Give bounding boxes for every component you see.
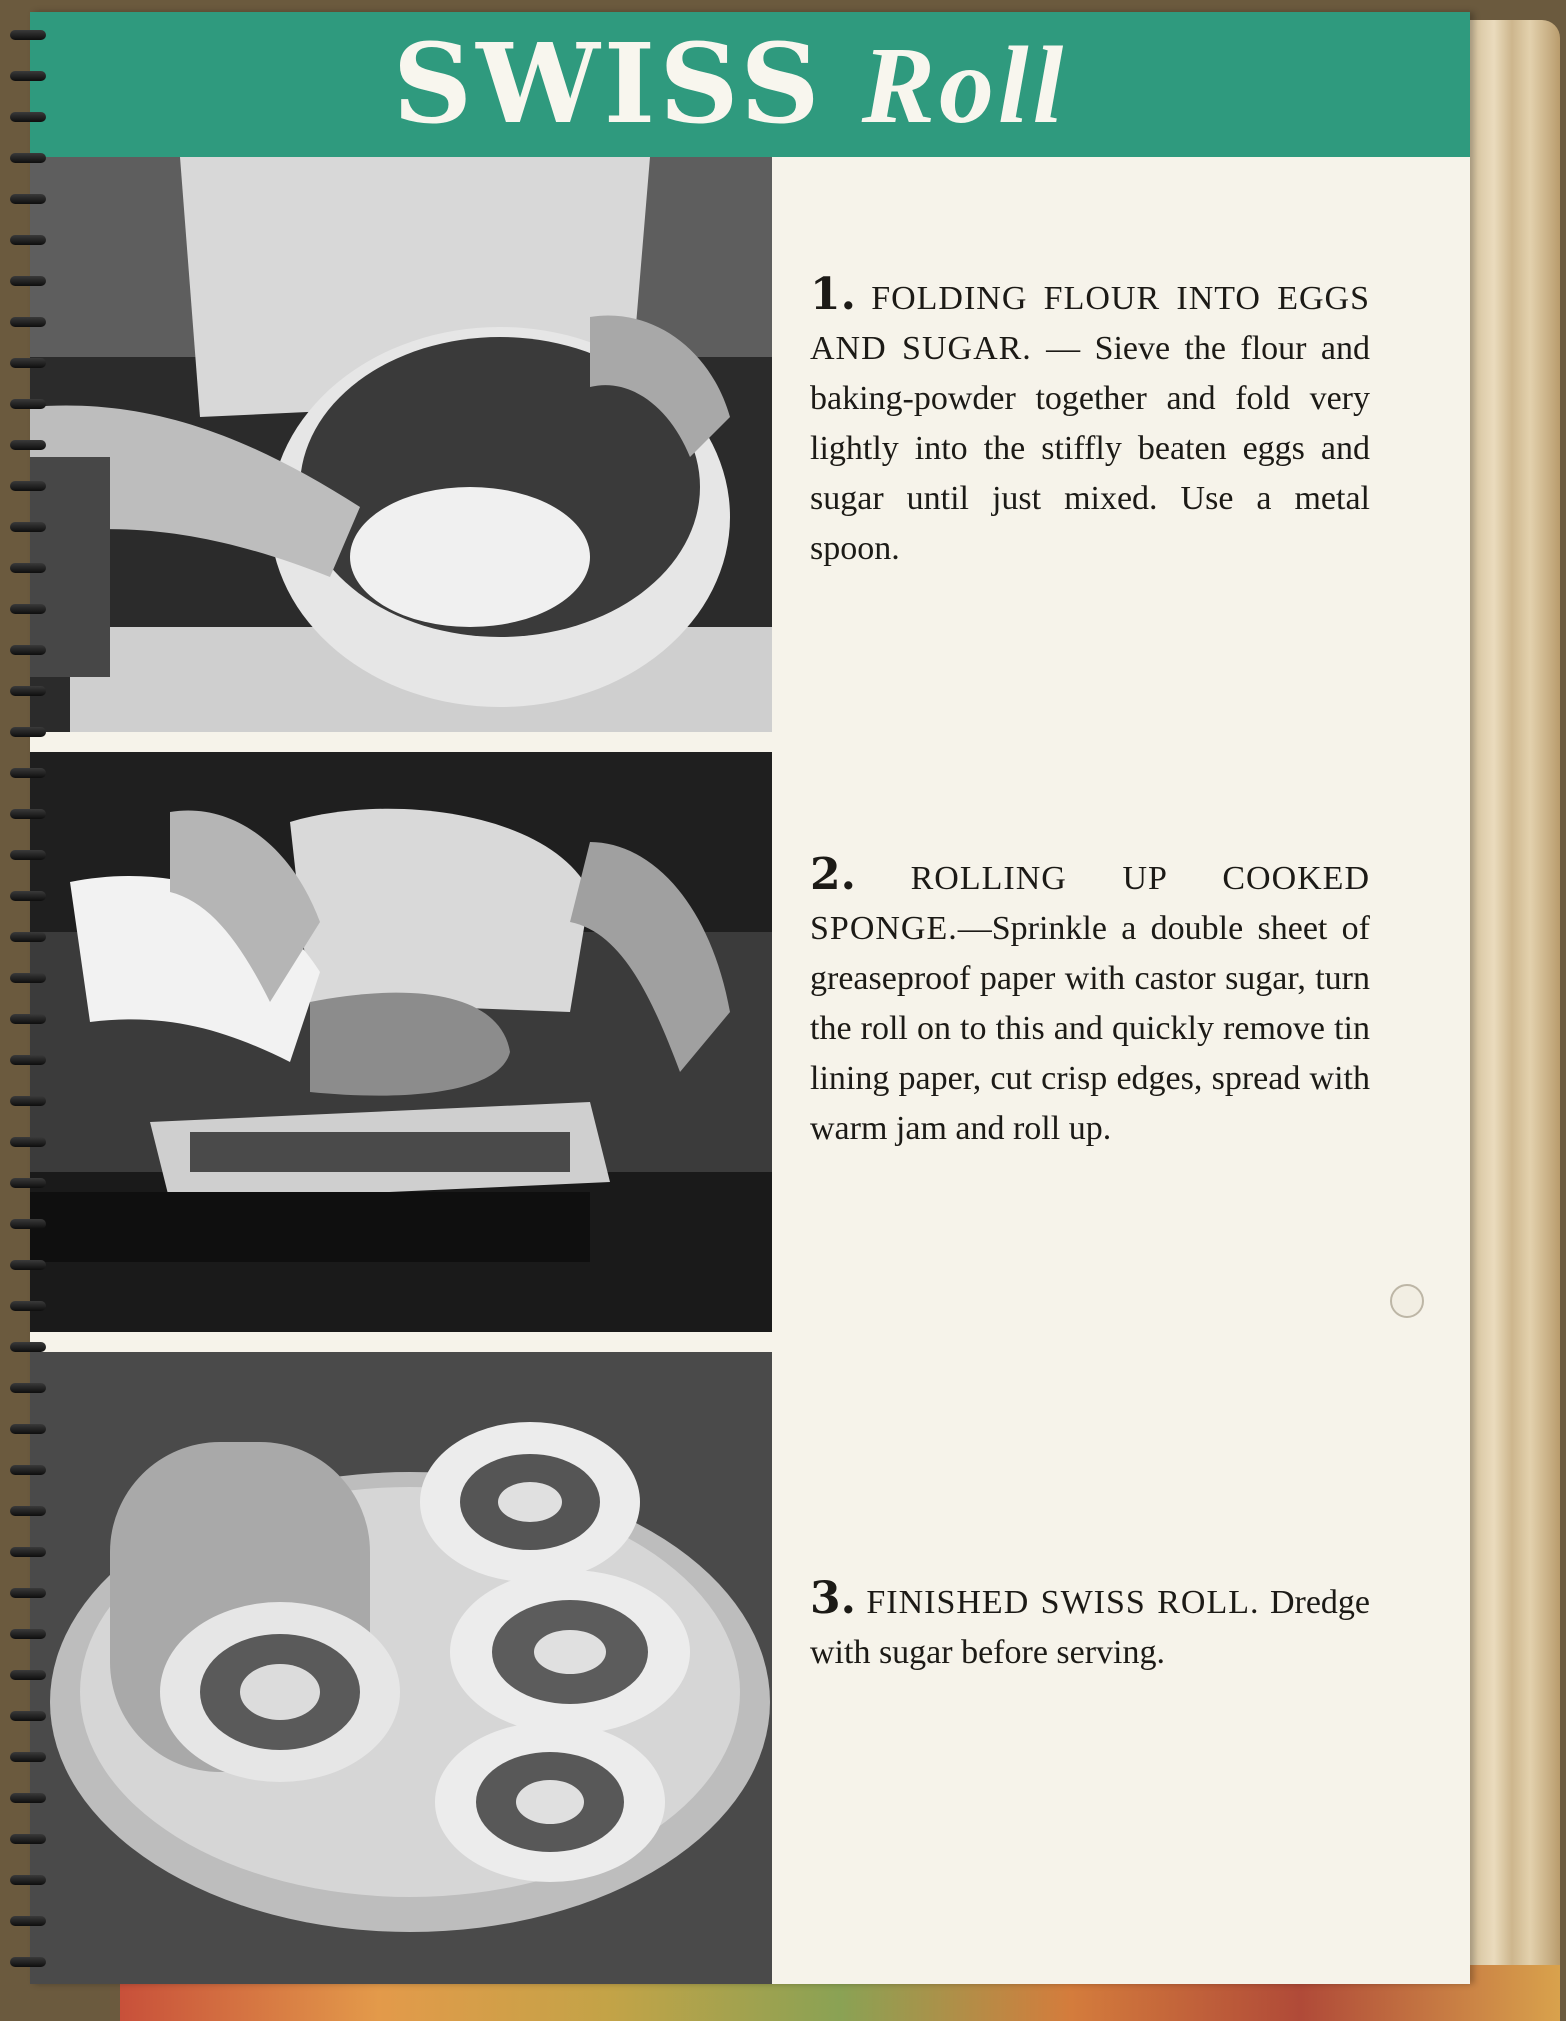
spiral-binding xyxy=(6,20,50,1980)
spiral-ring xyxy=(10,1957,46,1967)
spiral-ring xyxy=(10,973,46,983)
spiral-ring xyxy=(10,1793,46,1803)
spiral-ring xyxy=(10,1137,46,1147)
spiral-ring xyxy=(10,1629,46,1639)
spiral-ring xyxy=(10,1752,46,1762)
spiral-ring xyxy=(10,399,46,409)
finished-roll-photo xyxy=(30,1352,772,1984)
spiral-ring xyxy=(10,71,46,81)
spiral-ring xyxy=(10,1260,46,1270)
spiral-ring xyxy=(10,1588,46,1598)
photo-divider xyxy=(30,1332,772,1352)
spiral-ring xyxy=(10,112,46,122)
page-title xyxy=(392,19,1068,148)
title-word-swiss: SWISS xyxy=(392,19,824,148)
photo-divider xyxy=(30,732,772,752)
photo-column xyxy=(30,157,772,1984)
step-2 xyxy=(810,850,1370,1154)
spiral-ring xyxy=(10,1465,46,1475)
step-text: — Sieve the flour and baking-powder together and fold very lightly into the stiffly beaten eggs and sugar until just mixed. Use a metal spoon. xyxy=(810,330,1370,567)
spiral-ring xyxy=(10,891,46,901)
spiral-ring xyxy=(10,645,46,655)
folding-flour-photo xyxy=(30,157,772,732)
spiral-ring xyxy=(10,194,46,204)
spiral-ring xyxy=(10,809,46,819)
step-number: 3. xyxy=(810,1573,856,1624)
step-number: 2. xyxy=(810,849,856,900)
spiral-ring xyxy=(10,153,46,163)
spiral-ring xyxy=(10,768,46,778)
spiral-ring xyxy=(10,604,46,614)
spiral-ring xyxy=(10,1834,46,1844)
spiral-ring xyxy=(10,1014,46,1024)
step-text: —Sprinkle a double sheet of greaseproof paper with castor sugar, turn the roll on to this and quickly remove tin lining paper, cut crisp edges, spread with warm jam and roll up. xyxy=(810,910,1370,1147)
spiral-ring xyxy=(10,1547,46,1557)
spiral-ring xyxy=(10,1711,46,1721)
spiral-ring xyxy=(10,522,46,532)
step-text: Dredge with sugar before serving. xyxy=(810,1584,1370,1671)
title-word-roll: Roll xyxy=(861,24,1068,146)
spiral-ring xyxy=(10,1178,46,1188)
spiral-ring xyxy=(10,1383,46,1393)
spiral-ring xyxy=(10,1301,46,1311)
spiral-ring xyxy=(10,235,46,245)
spiral-ring xyxy=(10,686,46,696)
spiral-ring xyxy=(10,563,46,573)
spiral-ring xyxy=(10,1096,46,1106)
spiral-ring xyxy=(10,1219,46,1229)
spiral-ring xyxy=(10,276,46,286)
step-number: 1. xyxy=(810,269,856,320)
spiral-ring xyxy=(10,727,46,737)
spiral-ring xyxy=(10,440,46,450)
spiral-ring xyxy=(10,481,46,491)
spiral-ring xyxy=(10,317,46,327)
rolling-sponge-photo xyxy=(30,752,772,1332)
spiral-ring xyxy=(10,1670,46,1680)
spiral-ring xyxy=(10,30,46,40)
title-banner xyxy=(30,12,1470,157)
step-1 xyxy=(810,270,1370,574)
spiral-ring xyxy=(10,1424,46,1434)
step-heading: FOLDING FLOUR INTO EGGS AND SUGAR. xyxy=(810,280,1371,367)
spiral-ring xyxy=(10,1506,46,1516)
spiral-ring xyxy=(10,1342,46,1352)
spiral-ring xyxy=(10,932,46,942)
step-3 xyxy=(810,1574,1370,1678)
recipe-page xyxy=(30,12,1470,1984)
spiral-ring xyxy=(10,358,46,368)
punch-hole xyxy=(1390,1284,1424,1318)
spiral-ring xyxy=(10,1055,46,1065)
spiral-ring xyxy=(10,850,46,860)
step-heading: ROLLING UP COOKED SPONGE. xyxy=(810,860,1371,947)
step-heading: FINISHED SWISS ROLL. xyxy=(866,1584,1260,1621)
spiral-ring xyxy=(10,1916,46,1926)
spiral-ring xyxy=(10,1875,46,1885)
